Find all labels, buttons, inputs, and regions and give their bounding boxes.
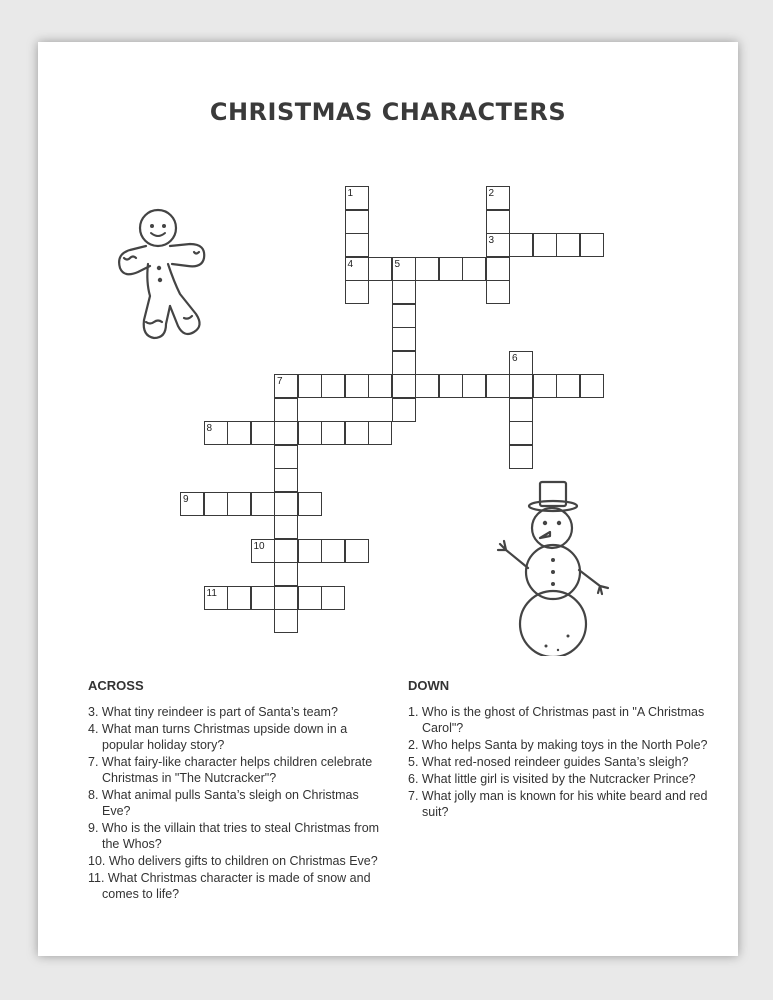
grid-cell[interactable] bbox=[580, 233, 604, 257]
grid-cell[interactable] bbox=[274, 492, 298, 516]
down-clue-5: 5. What red-nosed reindeer guides Santa’s sleigh? bbox=[408, 755, 689, 769]
grid-cell[interactable] bbox=[392, 304, 416, 328]
across-clue-11: 11. What Christmas character is made of snow and comes to life? bbox=[88, 871, 371, 901]
grid-cell[interactable] bbox=[486, 210, 510, 234]
clue-number: 4 bbox=[347, 258, 354, 270]
down-clues bbox=[408, 678, 708, 821]
down-clue-1: 1. Who is the ghost of Christmas past in "A Christmas Carol"? bbox=[408, 705, 705, 735]
grid-cell[interactable] bbox=[345, 233, 369, 257]
grid-cell[interactable] bbox=[298, 421, 322, 445]
clue-number: 2 bbox=[488, 188, 495, 199]
across-clue-4: 4. What man turns Christmas upside down in a popular holiday story? bbox=[88, 722, 348, 752]
grid-cell[interactable] bbox=[439, 374, 463, 398]
grid-cell[interactable] bbox=[321, 539, 345, 563]
grid-cell[interactable] bbox=[486, 257, 510, 281]
grid-cell[interactable] bbox=[227, 492, 251, 516]
grid-cell[interactable] bbox=[415, 374, 439, 398]
grid-cell[interactable] bbox=[274, 562, 298, 586]
grid-cell[interactable] bbox=[321, 586, 345, 610]
across-clues bbox=[88, 678, 388, 903]
grid-cell[interactable] bbox=[439, 257, 463, 281]
grid-cell[interactable] bbox=[392, 351, 416, 375]
across-clue-3: 3. What tiny reindeer is part of Santa’s team? bbox=[88, 705, 338, 719]
grid-cell[interactable] bbox=[368, 374, 392, 398]
grid-cell[interactable] bbox=[345, 539, 369, 563]
grid-cell[interactable] bbox=[298, 586, 322, 610]
grid-cell[interactable] bbox=[415, 257, 439, 281]
clue-number: 6 bbox=[512, 352, 518, 364]
grid-cell[interactable] bbox=[298, 539, 322, 563]
grid-cell[interactable] bbox=[274, 398, 298, 422]
grid-cell[interactable] bbox=[345, 374, 369, 398]
grid-cell[interactable] bbox=[274, 421, 298, 445]
grid-cell[interactable] bbox=[345, 210, 369, 234]
grid-cell[interactable] bbox=[274, 445, 298, 469]
grid-cell[interactable] bbox=[298, 492, 322, 516]
grid-cell[interactable] bbox=[509, 421, 533, 445]
grid-cell[interactable] bbox=[509, 374, 533, 398]
clue-number: 9 bbox=[183, 493, 189, 505]
grid-cell[interactable] bbox=[509, 445, 533, 469]
across-clue-7: 7. What fairy-like character helps children celebrate Christmas in "The Nutcracker"? bbox=[88, 755, 373, 785]
grid-cell[interactable] bbox=[368, 421, 392, 445]
grid-cell[interactable] bbox=[227, 421, 251, 445]
across-heading: ACROSS bbox=[88, 678, 144, 693]
clue-number: 3 bbox=[488, 235, 495, 246]
grid-cell[interactable] bbox=[509, 233, 533, 257]
down-clue-2: 2. Who helps Santa by making toys in the North Pole? bbox=[408, 738, 708, 752]
grid-cell[interactable] bbox=[392, 374, 416, 398]
grid-cell[interactable] bbox=[345, 421, 369, 445]
grid-cell[interactable] bbox=[556, 374, 580, 398]
grid-cell[interactable] bbox=[462, 257, 486, 281]
grid-cell[interactable] bbox=[392, 280, 416, 304]
grid-cell[interactable] bbox=[533, 233, 557, 257]
grid-cell[interactable] bbox=[227, 586, 251, 610]
worksheet-page bbox=[38, 42, 738, 956]
grid-cell[interactable] bbox=[251, 421, 275, 445]
grid-cell[interactable] bbox=[486, 280, 510, 304]
grid-cell[interactable] bbox=[392, 327, 416, 351]
clue-number: 5 bbox=[394, 258, 401, 270]
grid-cell[interactable] bbox=[274, 586, 298, 610]
grid-cell[interactable] bbox=[274, 515, 298, 539]
grid-cell[interactable] bbox=[251, 492, 275, 516]
grid-cell[interactable] bbox=[345, 280, 369, 304]
clue-number: 7 bbox=[277, 376, 283, 387]
grid-cell[interactable] bbox=[368, 257, 392, 281]
snowman-illustration bbox=[490, 476, 625, 656]
across-clue-9: 9. Who is the villain that tries to steal Christmas from the Whos? bbox=[88, 821, 380, 851]
across-clue-8: 8. What animal pulls Santa’s sleigh on Christmas Eve? bbox=[88, 788, 359, 818]
grid-cell[interactable] bbox=[274, 609, 298, 633]
grid-cell[interactable] bbox=[274, 468, 298, 492]
grid-cell[interactable] bbox=[321, 374, 345, 398]
down-clue-7: 7. What jolly man is known for his white beard and red suit? bbox=[408, 789, 708, 819]
grid-cell[interactable] bbox=[204, 492, 228, 516]
grid-cell[interactable] bbox=[533, 374, 557, 398]
grid-cell[interactable] bbox=[580, 374, 604, 398]
down-clue-6: 6. What little girl is visited by the Nutcracker Prince? bbox=[408, 772, 696, 786]
grid-cell[interactable] bbox=[321, 421, 345, 445]
across-clue-10: 10. Who delivers gifts to children on Christmas Eve? bbox=[88, 854, 378, 868]
grid-cell[interactable] bbox=[392, 398, 416, 422]
grid-cell[interactable] bbox=[274, 539, 298, 563]
clue-number: 1 bbox=[347, 188, 354, 199]
grid-cell[interactable] bbox=[251, 586, 275, 610]
grid-cell[interactable] bbox=[298, 374, 322, 398]
page-title: CHRISTMAS CHARACTERS bbox=[209, 98, 567, 126]
gingerbread-man-illustration bbox=[108, 202, 228, 352]
grid-cell[interactable] bbox=[556, 233, 580, 257]
grid-cell[interactable] bbox=[509, 398, 533, 422]
clue-number: 11 bbox=[206, 587, 217, 599]
down-heading: DOWN bbox=[408, 678, 450, 693]
clue-number: 10 bbox=[253, 540, 265, 552]
grid-cell[interactable] bbox=[462, 374, 486, 398]
grid-cell[interactable] bbox=[486, 374, 510, 398]
clue-number: 8 bbox=[206, 423, 213, 434]
